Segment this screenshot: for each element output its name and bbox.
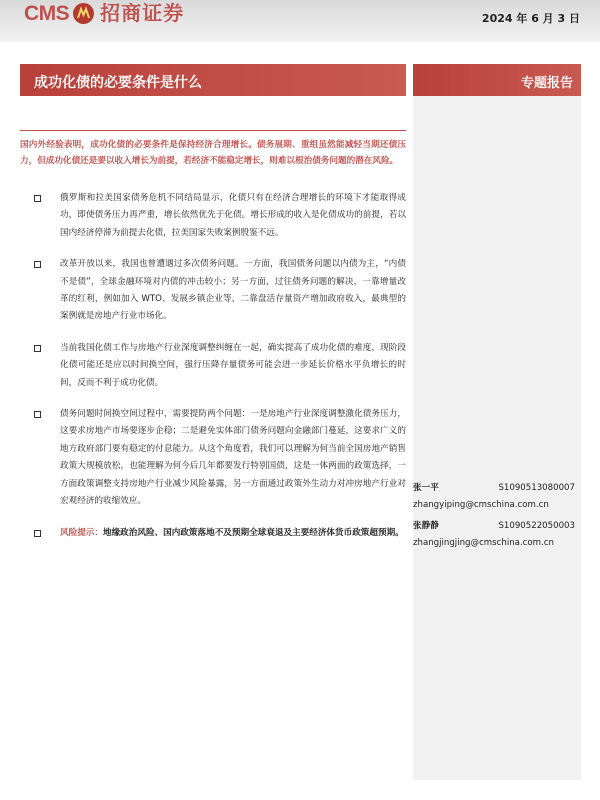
brand-logo[interactable] bbox=[24, 0, 184, 26]
bullet-list bbox=[32, 190, 406, 556]
bullet-item bbox=[32, 340, 406, 392]
bullet-text: 债务问题时间换空间过程中，需要提防两个问题：一是房地产行业深度调整激化债务压力，这要求房地产市场要逐步企稳；二是避免实体部门债务问题向金融部门蔓延，这要求广义的地方政府部门要有稳定的付息能力。从这个角度看，我们可以理解为何当前全国房地产销售政策大规模放松，也能理解为何今后几年都要发行特别国债，这是一体两面的政策选择，一方面政策调整支持房地产行业减少风险暴露，另一方面通过政策外生动力对冲房地产行业对宏观经济的收缩效应。 bbox=[60, 409, 406, 507]
bullet-square-icon bbox=[34, 530, 41, 537]
author-email[interactable]: zhangjingjing@cmschina.com.cn bbox=[413, 538, 554, 548]
report-date: 2024 年 6 月 3 日 bbox=[481, 12, 580, 25]
report-title: 成功化债的必要条件是什么 bbox=[34, 75, 202, 91]
risk-label: 风险提示： bbox=[60, 527, 103, 538]
bullet-item bbox=[32, 406, 406, 510]
bullet-item bbox=[32, 190, 406, 242]
author-email[interactable]: zhangyiping@cmschina.com.cn bbox=[413, 500, 549, 510]
author-license: S1090513080007 bbox=[498, 483, 575, 493]
author-block bbox=[413, 518, 581, 552]
risk-text: 地缘政治风险、国内政策落地不及预期全球衰退及主要经济体货币政策超预期。 bbox=[102, 527, 404, 538]
sidebar bbox=[413, 96, 581, 780]
author-block bbox=[413, 480, 581, 514]
logo-badge-icon bbox=[73, 3, 94, 24]
author-name: 张一平 bbox=[413, 483, 439, 493]
bullet-text: 俄罗斯和拉美国家债务危机不同结局显示，化债只有在经济合理增长的环境下才能取得成功，即使债务压力再严重，增长依然优先于化债。增长形成的收入是化债成功的前提，若以国内经济停滞为前提去化债，拉美国家失败案例殷鉴不远。 bbox=[60, 193, 406, 238]
risk-item bbox=[32, 525, 406, 542]
bullet-square-icon bbox=[34, 411, 41, 418]
report-type: 专题报告 bbox=[520, 76, 573, 91]
bullet-square-icon bbox=[34, 345, 41, 352]
bullet-text: 当前我国化债工作与房地产行业深度调整纠缠在一起，确实提高了成功化债的难度，现阶段化债可能还是应以时间换空间，强行压降存量债务可能会进一步延长价格水平负增长的时间，反而不利于成功化债。 bbox=[60, 342, 406, 388]
bullet-square-icon bbox=[34, 195, 41, 202]
header-bar bbox=[0, 0, 600, 42]
abstract: 国内外经验表明，成功化债的必要条件是保持经济合理增长。债务展期、重组虽然能减轻当期还债压力，但成功化债还是要以收入增长为前提，若经济不能稳定增长，则难以根治债务问题的潜在风险。 bbox=[20, 130, 406, 169]
report-type-band bbox=[413, 64, 581, 96]
logo-text-cn: 招商证券 bbox=[100, 1, 185, 25]
bullet-item bbox=[32, 256, 406, 326]
bullet-text: 改革开放以来，我国也曾遭遇过多次债务问题。一方面，我国债务问题以内债为主，“内债不是债”，全球金融环境对内债的冲击较小；另一方面，过往债务问题的解决，一靠增量改革的红利，例如加入 WTO、发展乡镇企业等，二靠盘活存量资产增加政府收入，最典型的案例就是房地产行业市场化。 bbox=[60, 259, 406, 322]
author-name: 张静静 bbox=[413, 521, 439, 531]
bullet-square-icon bbox=[34, 261, 41, 268]
author-license: S1090522050003 bbox=[498, 521, 575, 531]
logo-text-en: CMS bbox=[24, 1, 70, 25]
author-list bbox=[413, 480, 581, 556]
title-band bbox=[20, 64, 406, 96]
